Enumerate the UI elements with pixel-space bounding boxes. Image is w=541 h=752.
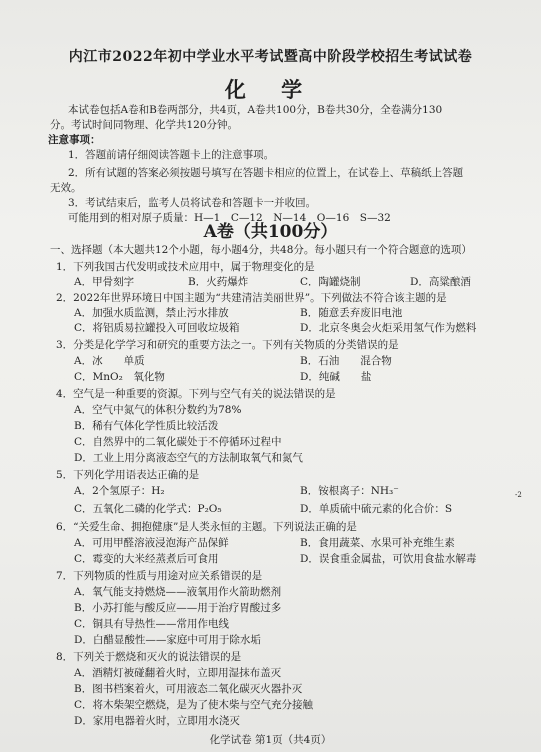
note-item: 2．所有试题的答案必须按题号填写在答题卡相应的位置上，在试卷上、草稿纸上答题 <box>68 167 464 179</box>
choice-header: 一、选择题（本大题共12个小题，每小题4分，共48分。每小题只有一个符合题意的选项） <box>50 244 472 256</box>
option: D．纯碱 盐 <box>300 371 372 383</box>
note-item: 1．答题前请仔细阅读答题卡上的注意事项。 <box>68 149 275 161</box>
option: C．霉变的大米经蒸煮后可食用 <box>74 553 219 565</box>
option: D．误食重金属盐，可饮用食盐水解毒 <box>300 553 477 565</box>
option: B．石油 混合物 <box>300 355 392 367</box>
option: C．自然界中的二氧化碳处于不停循环过程中 <box>74 436 282 448</box>
option: C．铜具有导热性——常用作电线 <box>74 618 230 630</box>
option: A．2个氢原子：H₂ <box>74 485 165 497</box>
note-item: 3．考试结束后，监考人员将试卷和答题卡一并收回。 <box>68 197 317 209</box>
option: D．工业上用分离液态空气的方法制取氧气和氮气 <box>74 452 303 464</box>
charge-label: -2 <box>515 491 522 499</box>
notes-title: 注意事项： <box>48 134 101 146</box>
option: A．甲骨刻字 <box>74 276 135 288</box>
intro-line: 本试卷包括A卷和B卷两部分，共4页，A卷共100分，B卷共30分，全卷满分130 <box>68 104 443 116</box>
option: B．随意丢弃废旧电池 <box>300 307 403 319</box>
option: B．图书档案着火，可用液态二氧化碳灭火器扑灭 <box>74 683 303 695</box>
option: B．铵根离子：NH₃⁻ <box>300 485 399 497</box>
option: D．高粱酿酒 <box>410 276 471 288</box>
option: C．将木柴架空燃烧，是为了使木柴与空气充分接触 <box>74 699 314 711</box>
option: D．白醋显酸性——家庭中可用于除水垢 <box>74 634 261 646</box>
option: A．酒精灯被碰翻着火时，立即用湿抹布盖灭 <box>74 667 282 679</box>
note-item: 无效。 <box>50 182 82 194</box>
option: A．可用甲醛溶液浸泡海产品保鲜 <box>74 537 229 549</box>
option: D．家用电器着火时，立即用水浇灭 <box>74 715 240 727</box>
intro-line: 分。考试时间同物理、化学共120分钟。 <box>50 119 239 131</box>
option: C．陶罐烧制 <box>300 276 361 288</box>
option: A．加强水质监测，禁止污水排放 <box>74 307 229 319</box>
exam-title: 内江市2022年初中学业水平考试暨高中阶段学校招生考试试卷 <box>68 49 473 65</box>
question-stem: 7．下列物质的性质与用途对应关系错误的是 <box>56 570 263 582</box>
question-stem: 6．“关爱生命、拥抱健康”是人类永恒的主题。下列说法正确的是 <box>56 521 357 533</box>
option: C．将铝质易拉罐投入可回收垃圾箱 <box>74 322 240 334</box>
option: C．五氧化二磷的化学式：P₂O₅ <box>74 503 222 515</box>
page-footer: 化学试卷 第1页（共4页） <box>209 734 332 746</box>
option: B．食用蔬菜、水果可补充维生素 <box>300 537 455 549</box>
option: B．小苏打能与酸反应——用于治疗胃酸过多 <box>74 602 282 614</box>
option: D．单质硫中硫元素的化合价：S <box>300 503 453 515</box>
option: C．MnO₂ 氧化物 <box>74 371 165 383</box>
atomic-masses: 可能用到的相对原子质量：H—1 C—12 N—14 O—16 S—32 <box>68 212 391 224</box>
option: A．冰 单质 <box>74 355 145 367</box>
option: B．火药爆炸 <box>188 276 249 288</box>
section-a-title: A卷（共100分） <box>203 222 338 242</box>
option: A．空气中氮气的体积分数约为78% <box>74 404 242 416</box>
question-stem: 1．下列我国古代发明或技术应用中，属于物理变化的是 <box>56 261 315 273</box>
question-stem: 2．2022年世界环境日中国主题为“共建清洁美丽世界”。下列做法不符合该主题的是 <box>56 292 447 304</box>
question-stem: 8．下列关于燃烧和灭火的说法错误的是 <box>56 651 242 663</box>
question-stem: 5．下列化学用语表达正确的是 <box>56 469 200 481</box>
option: B．稀有气体化学性质比较活泼 <box>74 420 219 432</box>
subject-title: 化 学 <box>224 77 317 102</box>
option: D．北京冬奥会火炬采用氢气作为燃料 <box>300 322 477 334</box>
question-stem: 4．空气是一种重要的资源。下列与空气有关的说法错误的是 <box>56 388 336 400</box>
option: A．氧气能支持燃烧——液氧用作火箭助燃剂 <box>74 586 282 598</box>
question-stem: 3．分类是化学学习和研究的重要方法之一。下列有关物质的分类错误的是 <box>56 339 399 351</box>
